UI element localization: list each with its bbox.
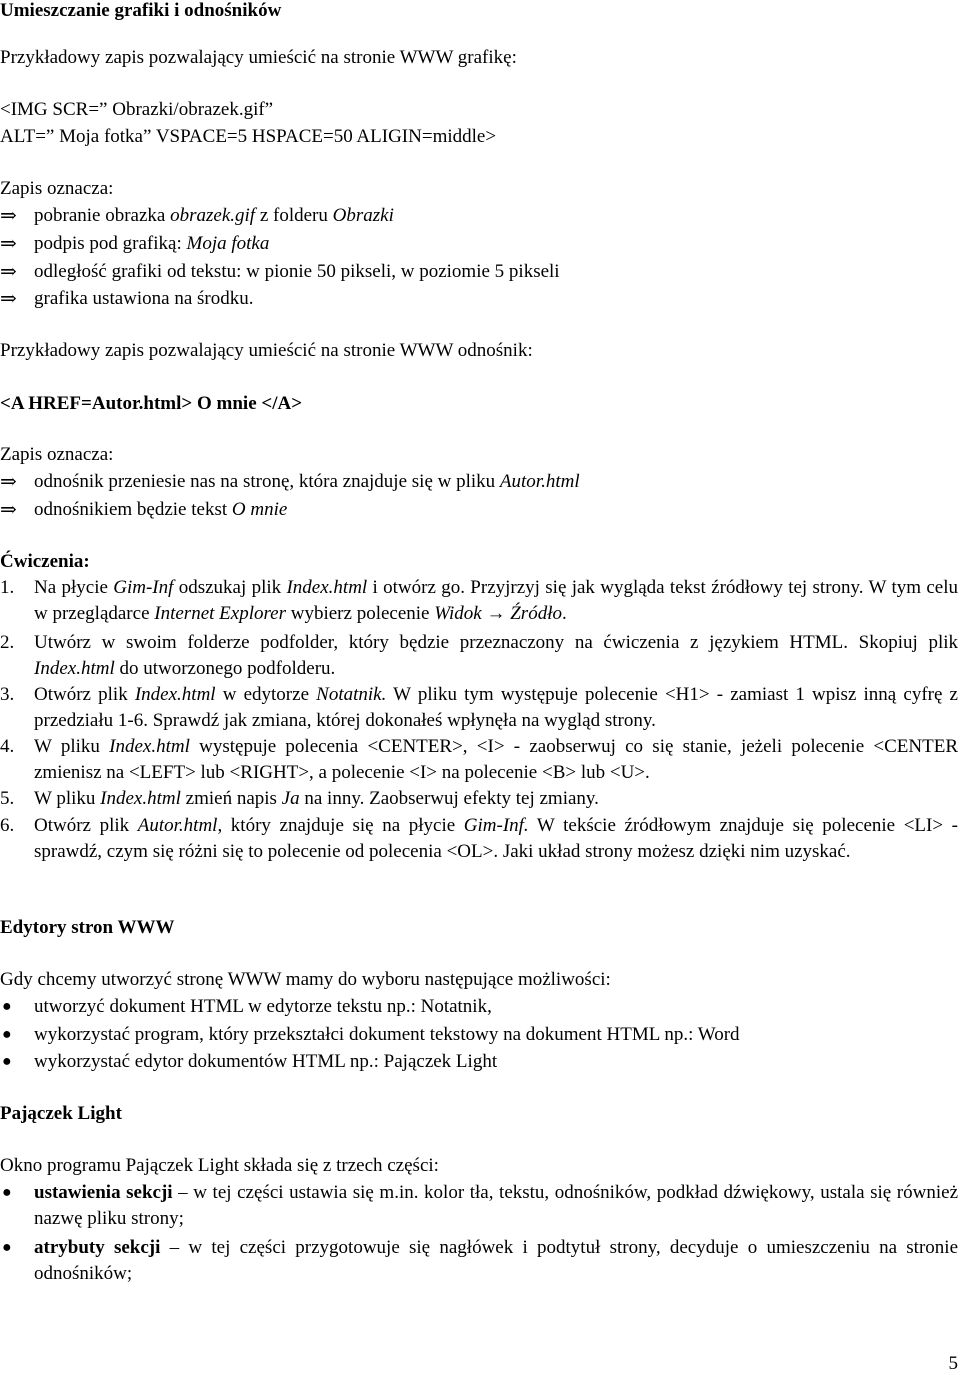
exercise-text: Otwórz plik Autor.html, który znajduje się na płycie Gim-Inf. W tekście źródłowym znajduje się polecenie <LI> - sprawdź, czym się różni się to polecenie od polecenia <OL>. Jaki układ strony możesz dzięki nim uzyskać.	[34, 815, 958, 862]
img-code-line-2: ALT=” Moja fotka” VSPACE=5 HSPACE=50 ALIGIN=middle>	[0, 126, 497, 147]
list-item-italic: O mnie	[231, 499, 288, 520]
link-code: <A HREF=Autor.html> O mnie </A>	[0, 393, 303, 414]
exercise-text: W pliku Index.html zmień napis Ja na inny. Zaobserwuj efekty tej zmiany.	[34, 788, 599, 809]
list-item-italic: Moja fotka	[186, 233, 270, 254]
list-item-text: wykorzystać edytor dokumentów HTML np.: Pajączek Light	[34, 1051, 498, 1072]
list-item-text: – w tej części ustawia się m.in. kolor tła, tekstu, odnośników, podkład dźwiękowy, ustala się również nazwę pliku strony;	[34, 1182, 959, 1229]
zapis-label-2: Zapis oznacza:	[0, 444, 114, 465]
list-item-text: wykorzystać program, który przekształci dokument tekstowy na dokument HTML np.: Word	[34, 1024, 740, 1045]
list-item	[0, 205, 960, 227]
list-item-bold: atrybuty sekcji	[34, 1237, 161, 1258]
list-item	[0, 261, 960, 283]
link-intro: Przykładowy zapis pozwalający umieścić na stronie WWW odnośnik:	[0, 340, 533, 361]
list-item-text: z folderu	[255, 205, 333, 226]
list-item-italic: Obrazki	[332, 205, 394, 226]
bullet-icon: ●	[2, 998, 12, 1015]
list-item-text: grafika ustawiona na środku.	[34, 288, 254, 309]
list-item	[0, 996, 960, 1018]
bullet-icon: ●	[2, 1239, 12, 1256]
arrow-icon: ⇒	[0, 499, 17, 521]
list-item-italic: obrazek.gif	[170, 205, 256, 226]
list-item-italic: Autor.html	[499, 471, 580, 492]
editors-heading: Edytory stron WWW	[0, 917, 175, 938]
list-item-text: odnośnikiem będzie tekst	[34, 499, 232, 520]
list-item-bold: ustawienia sekcji	[34, 1182, 173, 1203]
list-item-text: odnośnik przeniesie nas na stronę, która znajduje się w pliku	[34, 471, 500, 492]
list-item-text: – w tej części przygotowuje się nagłówek i podtytuł strony, decyduje o umieszczeniu na stronie odnośników;	[34, 1237, 958, 1284]
list-item-text: podpis pod grafiką:	[34, 233, 187, 254]
img-intro: Przykładowy zapis pozwalający umieścić na stronie WWW grafikę:	[0, 47, 517, 68]
list-item-text: pobranie obrazka	[34, 205, 171, 226]
list-item	[0, 1051, 960, 1073]
zapis-label-1: Zapis oznacza:	[0, 178, 114, 199]
list-item	[0, 288, 960, 310]
list-item-text: utworzyć dokument HTML w edytorze tekstu np.: Notatnik,	[34, 996, 492, 1017]
exercise-text: Otwórz plik Index.html w edytorze Notatnik. W pliku tym występuje polecenie <H1> - zamiast 1 wpisz inną cyfrę z przedziału 1-6. Sprawdź jak zmiana, której dokonałeś wpłynęła na wygląd strony.	[34, 684, 958, 731]
list-item	[0, 233, 960, 255]
exercise-number: 6.	[0, 815, 15, 836]
exercise-text: W pliku Index.html występuje polecenia <CENTER>, <I> - zaobserwuj co się stanie, jeżeli polecenie <CENTER zmienisz na <LEFT> lub <RIGHT>, a polecenie <I> na polecenie <B> lub <U>.	[34, 736, 958, 783]
exercise-text: Utwórz w swoim folderze podfolder, który będzie przeznaczony na ćwiczenia z językiem HTML. Skopiuj plik Index.html do utworzonego podfolderu.	[34, 632, 958, 679]
img-code-line-1: <IMG SCR=” Obrazki/obrazek.gif”	[0, 99, 274, 120]
bullet-icon: ●	[2, 1026, 12, 1043]
exercise-number: 2.	[0, 632, 15, 653]
arrow-icon: ⇒	[0, 205, 17, 227]
pajaczek-intro: Okno programu Pajączek Light składa się z trzech części:	[0, 1155, 439, 1176]
editors-intro: Gdy chcemy utworzyć stronę WWW mamy do wyboru następujące możliwości:	[0, 969, 611, 990]
arrow-icon: ⇒	[0, 233, 17, 255]
exercise-number: 1.	[0, 577, 15, 598]
list-item	[0, 1024, 960, 1046]
bullet-icon: ●	[2, 1053, 12, 1070]
pajaczek-heading: Pajączek Light	[0, 1103, 122, 1124]
list-item-text: odległość grafiki od tekstu: w pionie 50 pikseli, w poziomie 5 pikseli	[34, 261, 560, 282]
page-number: 5	[948, 1353, 958, 1374]
arrow-icon: ⇒	[0, 288, 17, 310]
list-item	[0, 499, 960, 521]
exercise-number: 5.	[0, 788, 15, 809]
exercises-heading: Ćwiczenia:	[0, 551, 90, 572]
exercise-text: Na płycie Gim-Inf odszukaj plik Index.html i otwórz go. Przyjrzyj się jak wygląda tekst źródłowy tej strony. W tym celu w przeglądarce Internet Explorer wybierz polecenie Widok → Źródło.	[34, 577, 958, 624]
page-title: Umieszczanie grafiki i odnośników	[0, 0, 282, 21]
list-item	[0, 471, 960, 493]
exercise-number: 3.	[0, 684, 15, 705]
arrow-icon: ⇒	[0, 471, 17, 493]
arrow-icon: ⇒	[0, 261, 17, 283]
bullet-icon: ●	[2, 1184, 12, 1201]
exercise-number: 4.	[0, 736, 15, 757]
